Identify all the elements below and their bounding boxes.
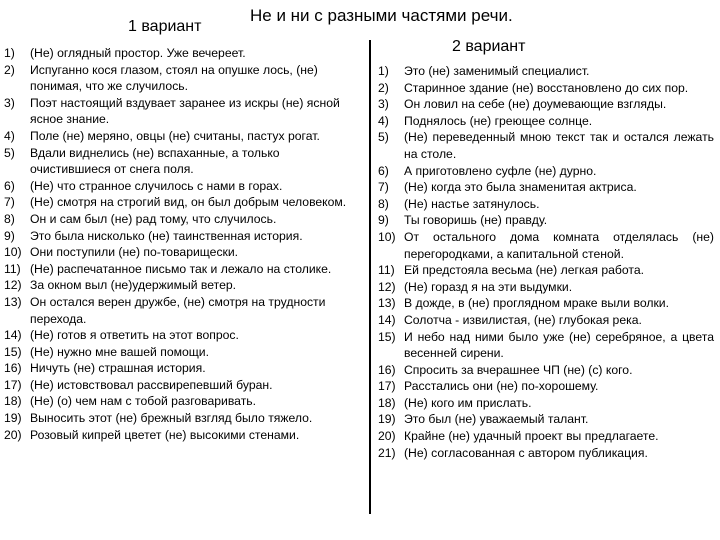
list-item <box>378 312 714 329</box>
item-text: Старинное здание (не) восстановлено до сих пор. <box>404 80 689 95</box>
item-text: Вдали виднелись (не) вспаханные, а только очистившиеся от снега поля. <box>30 145 280 177</box>
list-item <box>4 145 360 178</box>
list-item <box>378 96 714 113</box>
list-item <box>378 113 714 130</box>
item-text: (Не) когда это была знаменитая актриса. <box>404 180 637 195</box>
list-item <box>4 194 360 211</box>
list-item <box>378 445 714 462</box>
list-item <box>378 163 714 180</box>
item-text: А приготовлено суфле (не) дурно. <box>404 163 597 178</box>
item-text: Расстались они (не) по-хорошему. <box>404 379 599 394</box>
list-item <box>378 362 714 379</box>
item-number: 20) <box>378 429 396 444</box>
item-number: 15) <box>4 344 22 359</box>
item-text: (Не) переведенный мною текст так и остался лежать на столе. <box>404 130 714 161</box>
item-number: 1) <box>378 64 389 78</box>
item-text: И небо над ними было уже (не) серебряное, а цвета весенней сирени. <box>404 329 714 361</box>
list-item <box>4 427 360 444</box>
list-item <box>378 378 714 395</box>
item-text: Розовый кипрей цветет (не) высокими стенами. <box>30 427 300 442</box>
item-text: В дожде, в (не) проглядном мраке выли волки. <box>404 296 669 311</box>
item-text: Поле (не) меряно, овцы (не) считаны, пастух рогат. <box>30 128 320 143</box>
item-text: Поэт настоящий вздувает заранее из искры (не) ясной ясное знание. <box>30 95 340 127</box>
item-number: 11) <box>378 263 395 278</box>
item-text: (Не) смотря на строгий вид, он был добрым человеком. <box>30 195 347 210</box>
list-item <box>4 178 360 195</box>
list-item <box>378 411 714 428</box>
item-number: 11) <box>4 261 21 276</box>
item-number: 19) <box>4 411 22 426</box>
item-number: 14) <box>4 328 22 343</box>
list-item <box>4 327 360 344</box>
list-item <box>378 212 714 229</box>
item-text: (Не) истовствовал рассвирепевший буран. <box>30 377 273 392</box>
list-item <box>378 262 714 279</box>
item-number: 20) <box>4 427 22 442</box>
item-number: 9) <box>378 213 389 228</box>
list-item <box>378 428 714 445</box>
item-text: Это был (не) уважаемый талант. <box>404 412 589 427</box>
item-text: (Не) (о) чем нам с тобой разговаривать. <box>30 394 257 409</box>
list-item <box>378 179 714 196</box>
list-item <box>4 244 360 261</box>
list-item <box>4 228 360 245</box>
item-number: 18) <box>4 394 22 409</box>
variant-1-heading: 1 вариант <box>128 18 202 35</box>
list-item <box>378 129 714 162</box>
item-number: 17) <box>378 379 396 394</box>
list-item <box>4 360 360 377</box>
item-number: 17) <box>4 377 22 392</box>
item-number: 13) <box>378 296 396 311</box>
item-text: Ничуть (не) страшная история. <box>30 361 206 376</box>
list-item <box>4 128 360 145</box>
item-text: Он остался верен дружбе, (не) смотря на трудности перехода. <box>30 294 326 326</box>
list-item <box>4 62 360 95</box>
item-number: 8) <box>4 211 15 226</box>
list-item <box>378 329 714 362</box>
list-item <box>4 45 360 62</box>
item-text: Ей предстояла весьма (не) легкая работа. <box>404 263 644 278</box>
list-item <box>4 261 360 278</box>
item-number: 18) <box>378 395 396 410</box>
item-number: 6) <box>4 178 15 193</box>
list-item <box>4 377 360 394</box>
page-title: Не и ни с разными частями речи. <box>250 6 513 25</box>
item-number: 15) <box>378 329 396 344</box>
item-text: За окном выл (не)удержимый ветер. <box>30 278 237 293</box>
variant-2-heading: 2 вариант <box>452 38 526 55</box>
item-text: (Не) согласованная с автором публикация. <box>404 445 648 460</box>
item-number: 3) <box>378 97 389 112</box>
list-item <box>378 80 714 97</box>
list-item <box>4 294 360 327</box>
list-item <box>4 95 360 128</box>
item-number: 12) <box>4 278 22 293</box>
item-text: Поднялось (не) греющее солнце. <box>404 113 593 128</box>
item-text: Они поступили (не) по-товарищески. <box>30 245 239 260</box>
item-text: (Не) настье затянулось. <box>404 196 540 211</box>
list-item <box>378 295 714 312</box>
item-number: 7) <box>378 180 389 195</box>
item-number: 7) <box>4 195 15 210</box>
item-number: 19) <box>378 412 396 427</box>
item-number: 9) <box>4 228 15 243</box>
item-text: Солотча - извилистая, (не) глубокая река. <box>404 312 642 327</box>
item-number: 3) <box>4 95 15 110</box>
item-text: Выносить этот (не) брежный взгляд было тяжело. <box>30 411 313 426</box>
item-text: Он ловил на себе (не) доумевающие взгляды. <box>404 97 667 112</box>
item-text: Спросить за вчерашнее ЧП (не) (с) кого. <box>404 362 633 377</box>
list-item <box>378 63 714 80</box>
item-text: Испуганно кося глазом, стоял на опушке лось, (не) понимая, что же случилось. <box>30 62 318 94</box>
item-text: Он и сам был (не) рад тому, что случилось. <box>30 211 277 226</box>
item-number: 4) <box>4 128 15 143</box>
list-item <box>4 410 360 427</box>
variant-1-list <box>4 45 360 443</box>
variant-2-list <box>378 63 714 461</box>
item-text: (Не) горазд я на эти выдумки. <box>404 279 573 294</box>
list-item <box>378 229 714 262</box>
item-number: 12) <box>378 279 396 294</box>
item-text: (Не) оглядный простор. Уже вечереет. <box>30 46 246 60</box>
item-number: 14) <box>378 312 396 327</box>
item-number: 21) <box>378 445 396 460</box>
item-text: Это (не) заменимый специалист. <box>404 64 590 78</box>
item-number: 2) <box>4 62 15 77</box>
list-item <box>378 196 714 213</box>
list-item <box>378 395 714 412</box>
item-text: Крайне (не) удачный проект вы предлагаете. <box>404 429 659 444</box>
item-number: 16) <box>378 362 396 377</box>
item-text: (Не) распечатанное письмо так и лежало на столике. <box>30 261 332 276</box>
list-item <box>378 279 714 296</box>
item-number: 13) <box>4 294 22 309</box>
item-number: 10) <box>4 245 22 260</box>
item-number: 5) <box>378 130 389 145</box>
item-text: (Не) нужно мне вашей помощи. <box>30 344 209 359</box>
item-text: От остального дома комната отделялась (не) перегородками, а капитальной стеной. <box>404 229 714 261</box>
list-item <box>4 277 360 294</box>
list-item <box>4 393 360 410</box>
item-number: 4) <box>378 113 389 128</box>
item-number: 8) <box>378 196 389 211</box>
item-number: 1) <box>4 46 15 60</box>
item-number: 2) <box>378 80 389 95</box>
item-text: (Не) кого им прислать. <box>404 395 532 410</box>
item-text: (Не) готов я ответить на этот вопрос. <box>30 328 239 343</box>
item-text: Это была нисколько (не) таинственная история. <box>30 228 303 243</box>
item-text: (Не) что странное случилось с нами в горах. <box>30 178 283 193</box>
item-number: 16) <box>4 361 22 376</box>
item-text: Ты говоришь (не) правду. <box>404 213 548 228</box>
list-item <box>4 211 360 228</box>
list-item <box>4 344 360 361</box>
item-number: 10) <box>378 229 396 244</box>
item-number: 6) <box>378 163 389 178</box>
item-number: 5) <box>4 145 15 160</box>
column-divider <box>369 40 371 514</box>
